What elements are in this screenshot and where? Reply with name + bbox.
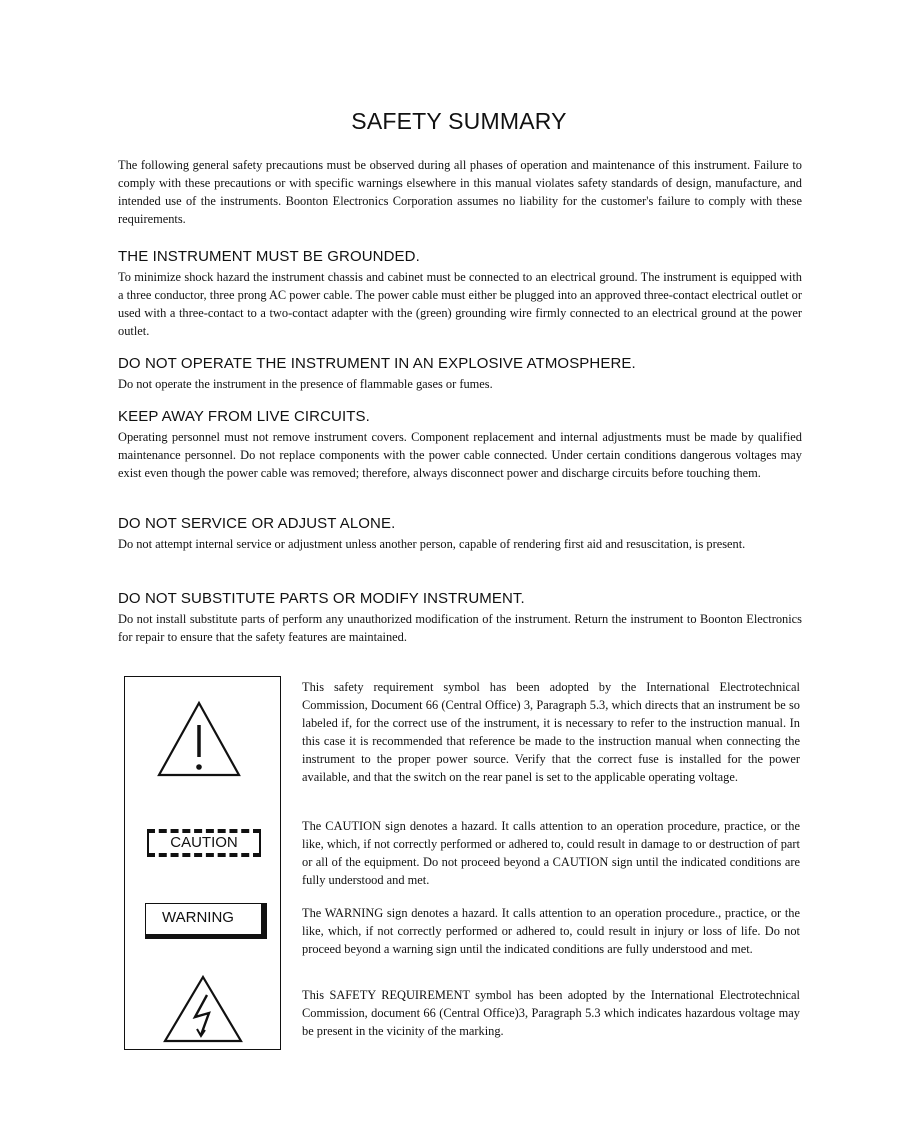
page-title: SAFETY SUMMARY (351, 108, 567, 134)
section-heading: THE INSTRUMENT MUST BE GROUNDED. (118, 248, 420, 265)
section-live-circuits (118, 407, 802, 482)
section-body: Do not operate the instrument in the presence of flammable gases or fumes. (118, 377, 493, 391)
section-service-alone (118, 514, 802, 553)
section-body: To minimize shock hazard the instrument chassis and cabinet must be connected to an electrical ground. The instrument is equipped with a three conductor, three prong AC power cable. The power cable must either be plugged into an approved three-contact electrical outlet or used with a three-contact to a two-contact adapter with the (green) grounding wire firmly connected to an electrical ground at the power outlet. (118, 270, 802, 338)
section-heading: DO NOT OPERATE THE INSTRUMENT IN AN EXPLOSIVE ATMOSPHERE. (118, 355, 636, 372)
warning-sign: WARNING (145, 903, 267, 939)
section-heading: KEEP AWAY FROM LIVE CIRCUITS. (118, 408, 370, 425)
description-warning: The WARNING sign denotes a hazard. It calls attention to an operation procedure., practice, or the like, which, if not correctly performed or adhered to, could result in injury or loss of life. Do not proceed beyond a warning sign until the indicated conditions are fully understood and met. (302, 906, 800, 956)
section-body: Do not attempt internal service or adjustment unless another person, capable of rendering first aid and resuscitation, is present. (118, 537, 746, 551)
symbol-panel (124, 676, 281, 1050)
section-heading: DO NOT SERVICE OR ADJUST ALONE. (118, 515, 396, 532)
lightning-triangle-icon (161, 973, 245, 1045)
section-grounding (118, 247, 802, 340)
section-body: Operating personnel must not remove instrument covers. Component replacement and internal adjustments must be made by qualified maintenance personnel. Do not replace components with the power cable connected. Under certain conditions dangerous voltages may exist even though the power cable was removed; therefore, always disconnect power and discharge circuits before touching them. (118, 430, 802, 480)
section-body: Do not install substitute parts of perform any unauthorized modification of the instrument. Return the instrument to Boonton Electronics for repair to ensure that the safety features are maintained. (118, 612, 802, 644)
description-safety-symbol: This safety requirement symbol has been adopted by the International Electrotechnical Commission, Document 66 (Central Office) 3, Paragraph 5.3, which directs that an instrument be so labeled if, for the correct use of the instrument, it is necessary to refer to the instruction manual. In this case it is recommended that reference be made to the instruction manual when connecting the instrument to the proper power source. Verify that the correct fuse is installed for the power available, and that the switch on the rear panel is set to the applicable operating voltage. (302, 680, 800, 784)
exclamation-triangle-icon (155, 699, 243, 779)
section-substitute-parts (118, 589, 802, 646)
section-explosive-atmosphere (118, 354, 802, 393)
intro-paragraph: The following general safety precautions must be observed during all phases of operation and maintenance of this instrument. Failure to comply with these precautions or with specific warnings elsewhere in this manual violates safety standards of design, manufacture, and intended use of the instruments. Boonton Electronics Corporation assumes no liability for the customer's failure to comply with these requirements. (118, 158, 802, 226)
caution-sign: CAUTION (147, 829, 261, 857)
description-voltage-symbol: This SAFETY REQUIREMENT symbol has been adopted by the International Electrotechnical Commission, document 66 (Central Office)3, Paragraph 5.3 which indicates hazardous voltage may be present in the vicinity of the marking. (302, 988, 800, 1038)
description-caution: The CAUTION sign denotes a hazard. It calls attention to an operation procedure, practice, or the like, which, if not correctly performed or adhered to, could result in damage to or destruction of part or all of the equipment. Do not proceed beyond a CAUTION sign until the indicated conditions are fully understood and met. (302, 819, 800, 887)
section-heading: DO NOT SUBSTITUTE PARTS OR MODIFY INSTRUMENT. (118, 590, 525, 607)
